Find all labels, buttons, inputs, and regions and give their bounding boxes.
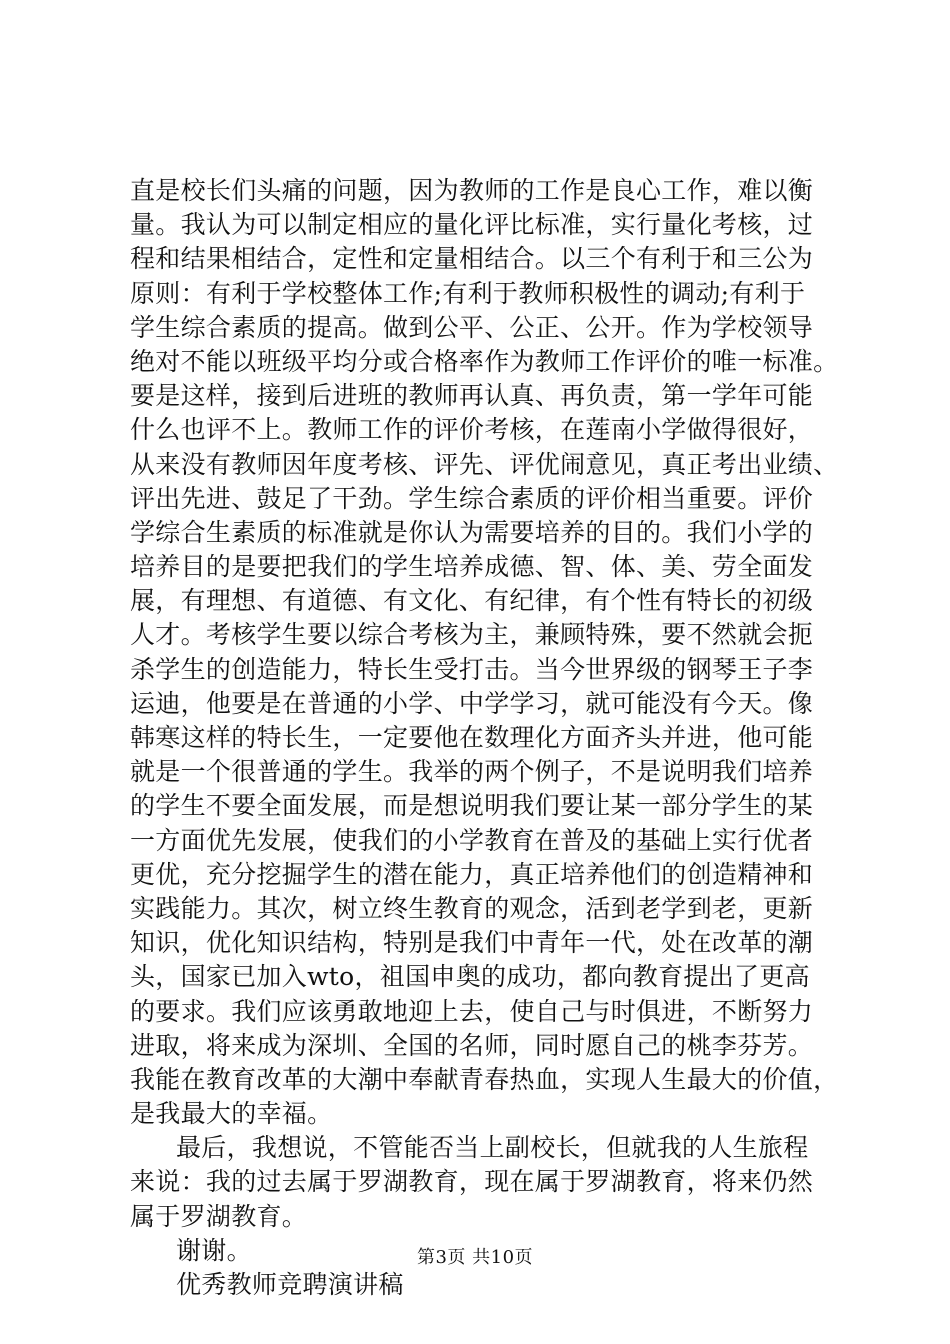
text-line: 绝对不能以班级平均分或合格率作为教师工作评价的唯一标准。 [130, 346, 839, 376]
text-line: 优秀教师竞聘演讲稿 [176, 1270, 404, 1299]
text-line: 直是校长们头痛的问题，因为教师的工作是良心工作，难以衡 [130, 176, 814, 205]
text-line: 就是一个很普通的学生。我举的两个例子，不是说明我们培养 [130, 757, 814, 787]
text-line: 来说：我的过去属于罗湖教育，现在属于罗湖教育，将来仍然 [130, 1167, 814, 1197]
text-line: 什么也评不上。教师工作的评价考核，在莲南小学做得很好， [130, 415, 814, 445]
text-line: 从来没有教师因年度考核、评先、评优闹意见，真正考出业绩、 [130, 449, 839, 479]
text-line: 头，国家已加入wto，祖国申奥的成功，都向教育提出了更高 [130, 962, 810, 992]
text-line: 运迪，他要是在普通的小学、中学学习，就可能没有今天。像 [130, 688, 814, 718]
text-line: 学综合生素质的标准就是你认为需要培养的目的。我们小学的 [130, 517, 814, 547]
text-line: 量。我认为可以制定相应的量化评比标准，实行量化考核，过 [130, 210, 814, 240]
text-line: 杀学生的创造能力，特长生受打击。当今世界级的钢琴王子李 [130, 654, 814, 684]
text-line: 实践能力。其次，树立终生教育的观念，活到老学到老，更新 [130, 893, 814, 923]
text-line: 知识，优化知识结构，特别是我们中青年一代，处在改革的潮 [130, 928, 814, 958]
text-line: 的学生不要全面发展，而是想说明我们要让某一部分学生的某 [130, 791, 814, 821]
text-line: 谢谢。 [176, 1235, 252, 1265]
text-line: 程和结果相结合，定性和定量相结合。以三个有利于和三公为 [130, 244, 814, 274]
text-line: 的要求。我们应该勇敢地迎上去，使自己与时俱进，不断努力 [130, 996, 814, 1026]
text-line: 我能在教育改革的大潮中奉献青春热血，实现人生最大的价值， [130, 1064, 839, 1094]
text-line: 韩寒这样的特长生，一定要他在数理化方面齐头并进，他可能 [130, 723, 814, 752]
text-line: 评出先进、鼓足了干劲。学生综合素质的评价相当重要。评价 [130, 483, 814, 513]
text-line: 进取，将来成为深圳、全国的名师，同时愿自己的桃李芬芳。 [130, 1030, 814, 1060]
text-line: 是我最大的幸福。 [130, 1099, 333, 1129]
text-line: 人才。考核学生要以综合考核为主，兼顾特殊，要不然就会扼 [130, 620, 814, 650]
body-text [130, 174, 839, 1302]
text-line: 学生综合素质的提高。做到公平、公正、公开。作为学校领导 [130, 312, 814, 342]
text-line: 展，有理想、有道德、有文化、有纪律，有个性有特长的初级 [130, 586, 814, 616]
text-line: 最后，我想说，不管能否当上副校长，但就我的人生旅程 [176, 1133, 809, 1163]
text-line: 更优，充分挖掘学生的潜在能力，真正培养他们的创造精神和 [130, 859, 814, 889]
text-line: 一方面优先发展，使我们的小学教育在普及的基础上实行优者 [130, 825, 814, 855]
text-line: 培养目的是要把我们的学生培养成德、智、体、美、劳全面发 [130, 552, 814, 582]
page-number-footer: 第3页 共10页 [416, 1247, 534, 1268]
text-line: 要是这样，接到后进班的教师再认真、再负责，第一学年可能 [130, 381, 814, 411]
text-line: 属于罗湖教育。 [130, 1201, 308, 1231]
text-line: 原则：有利于学校整体工作;有利于教师积极性的调动;有利于 [130, 278, 806, 308]
